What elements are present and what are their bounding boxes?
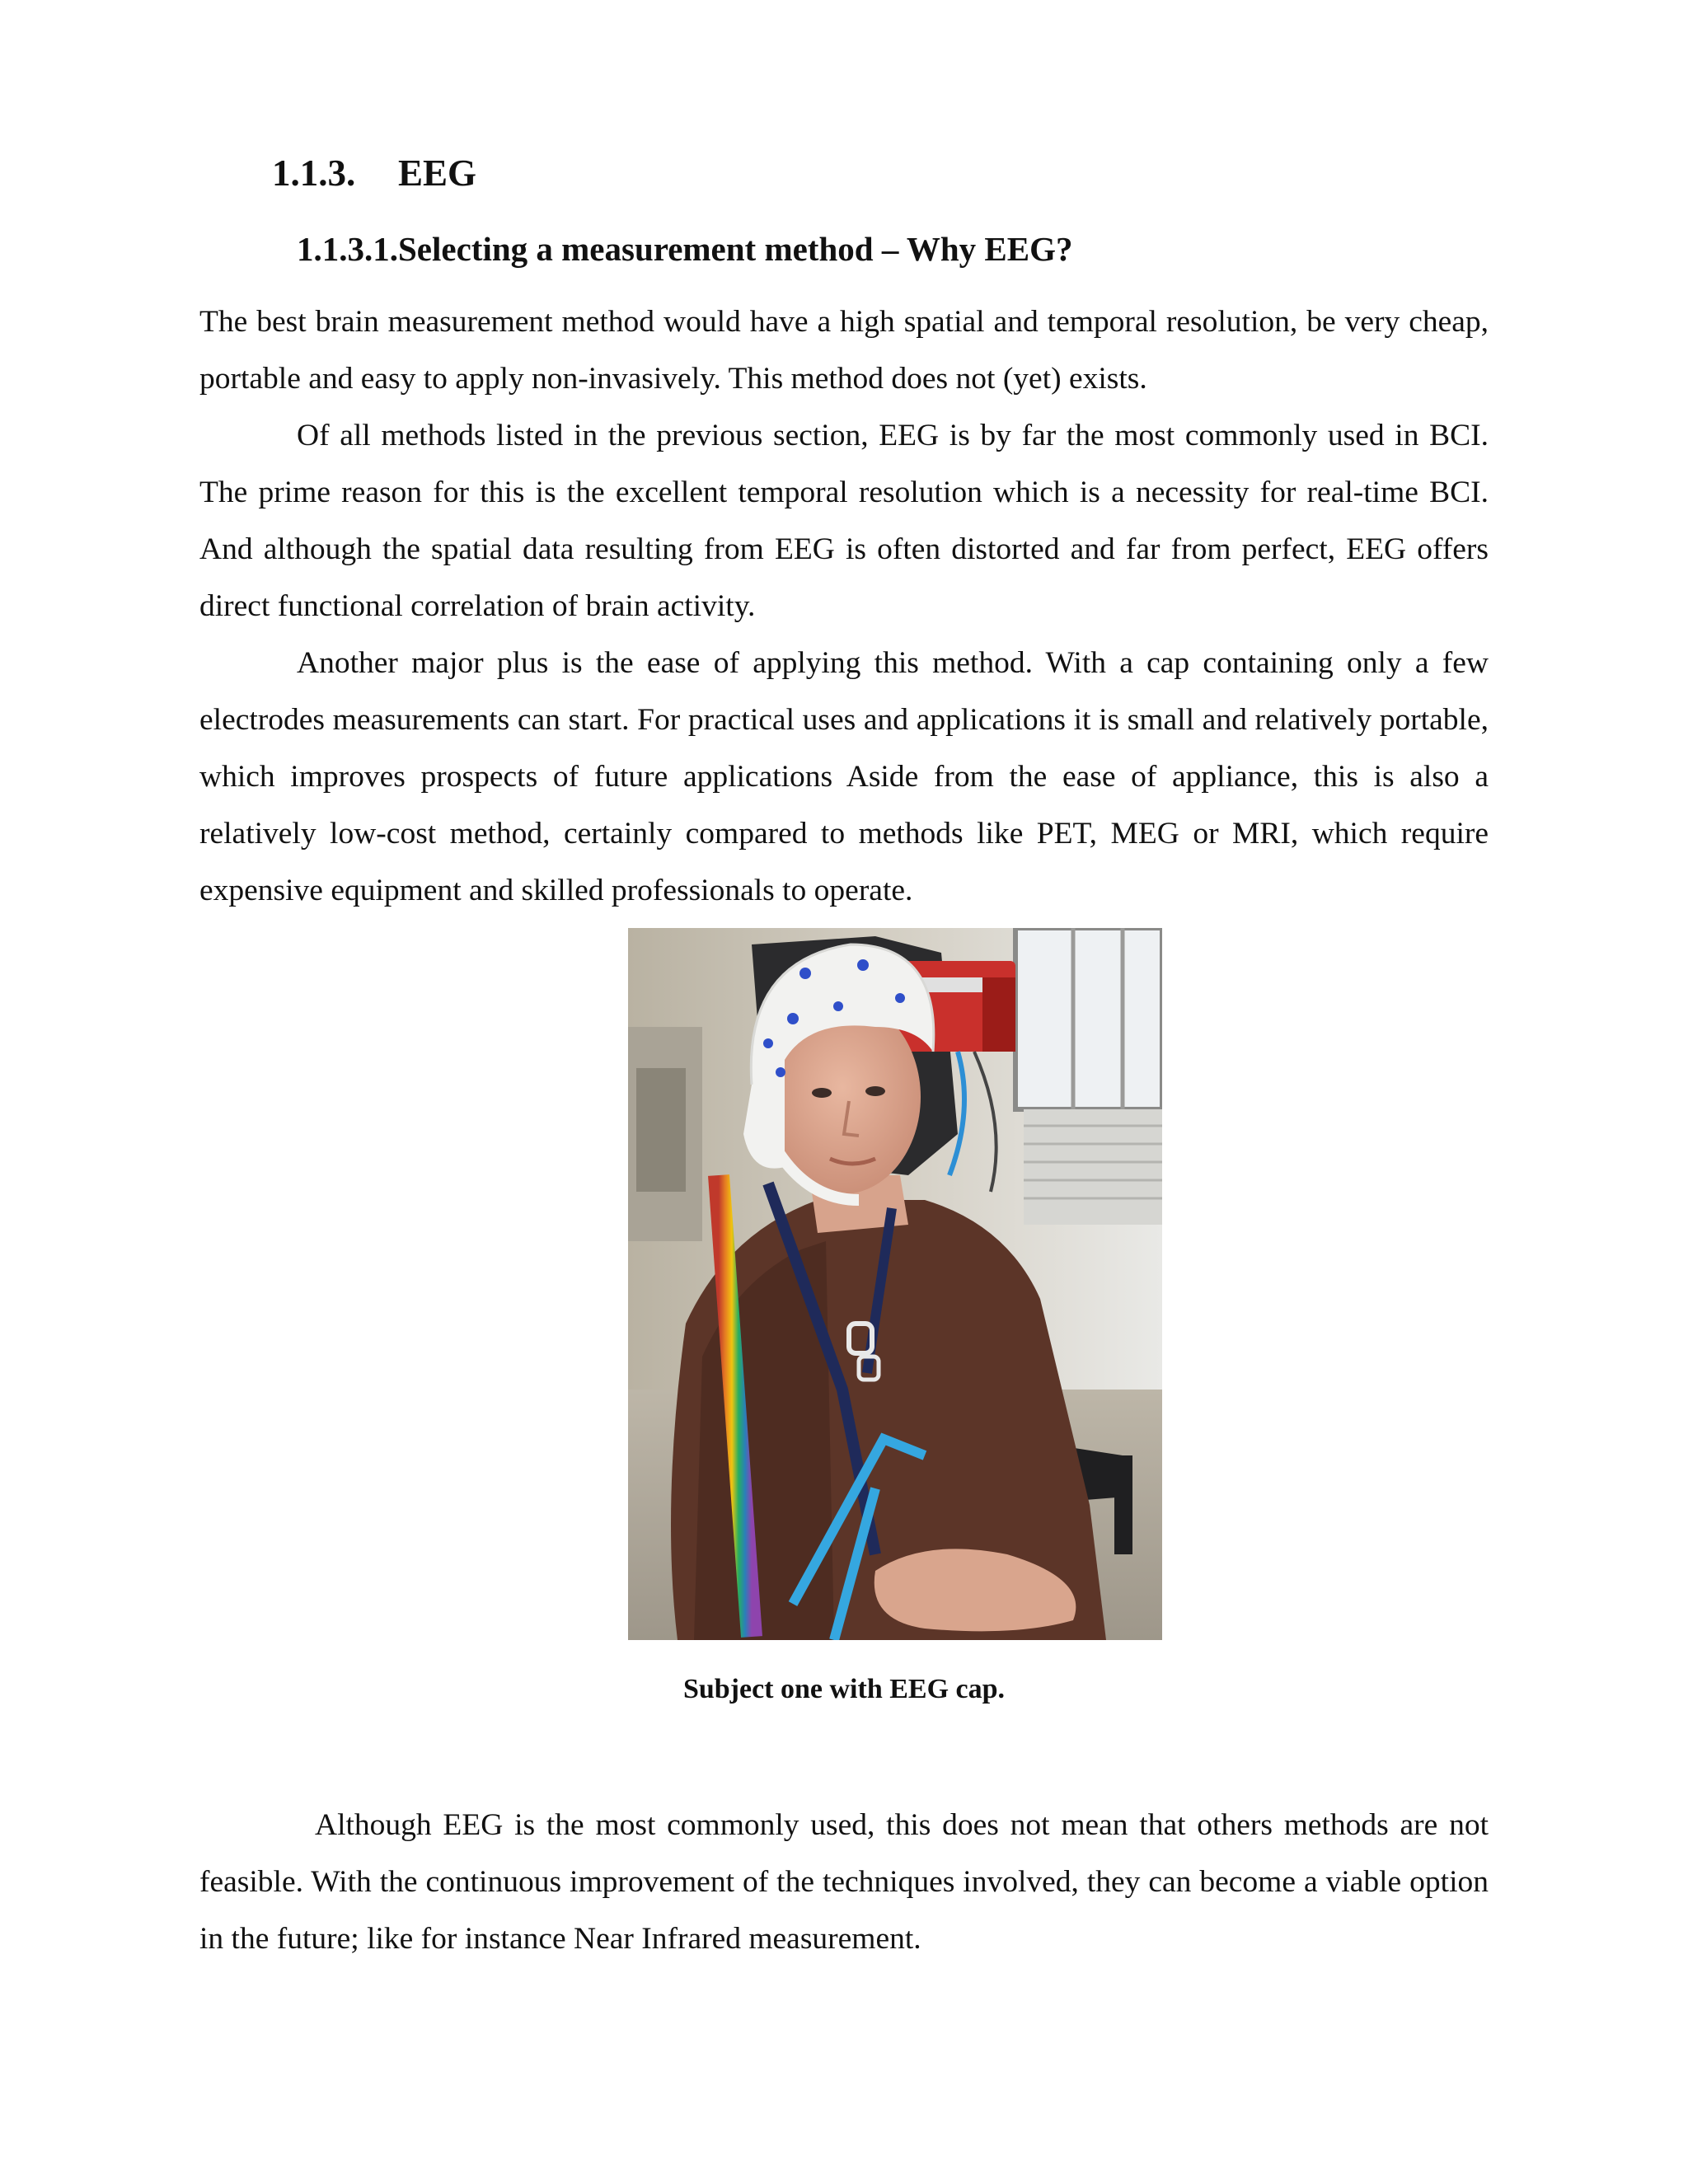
section-number: 1.1.3. [272,152,356,194]
eeg-cap-photo [628,928,1162,1640]
paragraph-1: The best brain measurement method would have a high spatial and temporal resolution, be very cheap, portable and easy to apply non-invasively. This method does not (yet) exists. [199,305,1489,396]
subsection-title: Selecting a measurement method – Why EEG? [398,230,1073,268]
paragraph-3: Another major plus is the ease of applying this method. With a cap containing only a few electrodes measurements can start. For practical uses and applications it is small and relatively portable, which improves prospects of future applications Aside from the ease of appliance, this is also a relatively low-cost method, certainly compared to methods like PET, MEG or MRI, which require expensive equipment and skilled professionals to operate. [199,646,1489,907]
paragraph-2: Of all methods listed in the previous section, EEG is by far the most commonly used in BCI. The prime reason for this is the excellent temporal resolution which is a necessity for real-time BCI. And although the spatial data resulting from EEG is often distorted and far from perfect, EEG offers direct functional correlation of brain activity. [199,419,1489,623]
section-heading [272,148,476,198]
paragraph-4: Although EEG is the most commonly used, this does not mean that others methods are not feasible. With the continuous improvement of the techniques involved, they can become a viable option in the future; like for instance Near Infrared measurement. [199,1808,1489,1956]
subsection-number: 1.1.3.1. [297,230,398,268]
subsection-heading [297,224,1072,274]
section-title: EEG [398,152,477,194]
figure-caption: Subject one with EEG cap. [682,1674,1006,1704]
